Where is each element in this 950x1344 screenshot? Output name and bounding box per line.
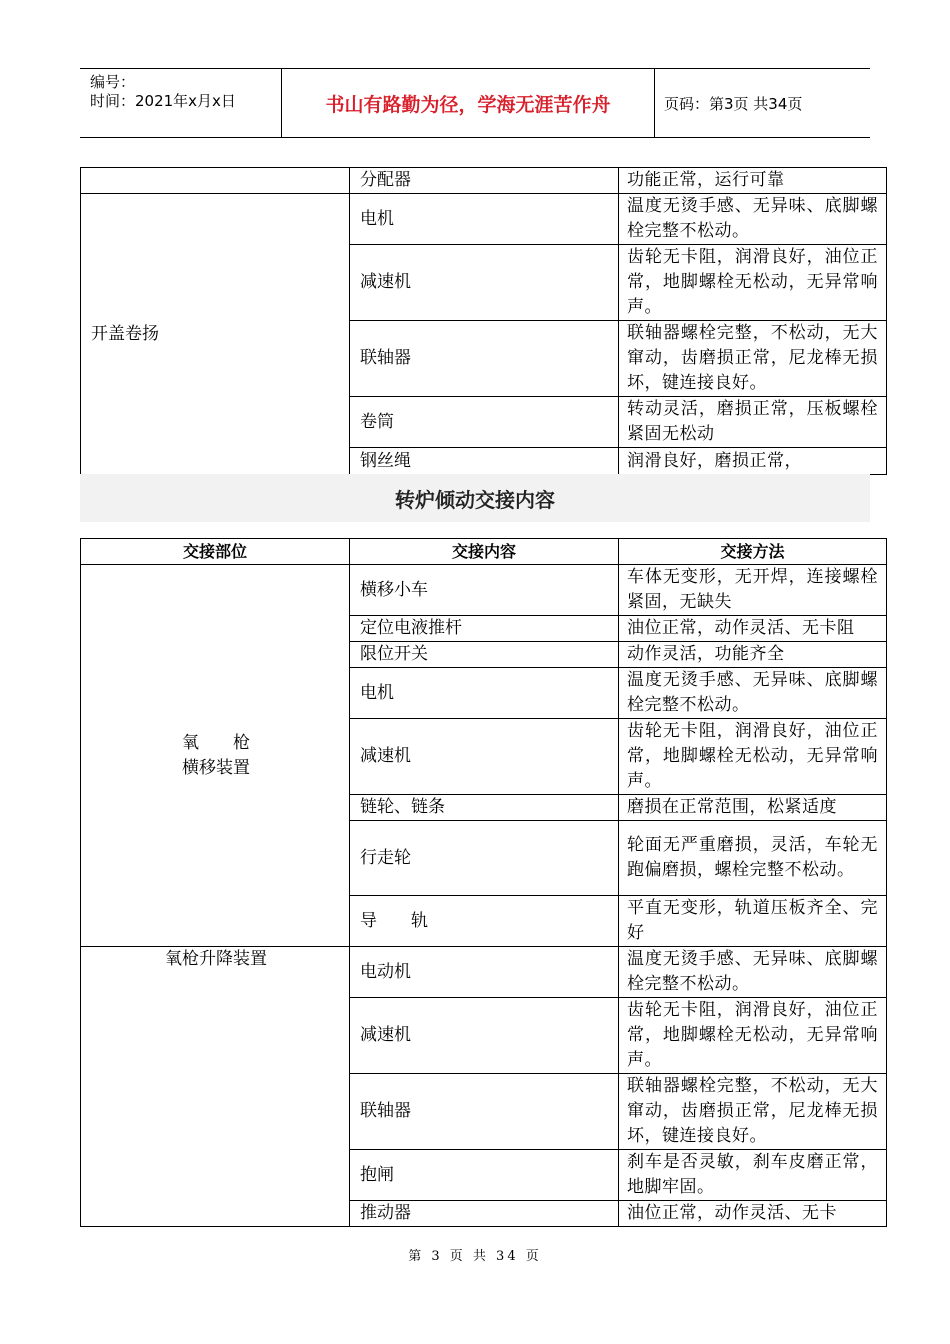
document-time: 时间：2021年x月x日 (90, 92, 236, 110)
table-cell-item: 减速机 (350, 245, 619, 321)
table-cell-item: 导 轨 (350, 896, 619, 947)
table-cell-item: 联轴器 (350, 321, 619, 397)
table-cell-method: 车体无变形，无开焊，连接螺栓紧固，无缺失 (619, 565, 887, 616)
table-cell-item: 限位开关 (350, 642, 619, 668)
table-cell-method: 磨损在正常范围，松紧适度 (619, 795, 887, 821)
header-page-number: 页码：第3页 共34页 (664, 94, 803, 113)
header-meta (80, 69, 282, 137)
part-label-line2: 横移装置 (182, 757, 250, 778)
page-footer: 第 3 页 共 34 页 (408, 1249, 542, 1264)
table-row (81, 194, 887, 245)
table-cell-item: 横移小车 (350, 565, 619, 616)
table-cell-item: 电机 (350, 668, 619, 719)
table-cell-item: 分配器 (350, 168, 619, 194)
table-cell-item: 行走轮 (350, 821, 619, 896)
table-cell-method: 油位正常，动作灵活、无卡 (619, 1201, 887, 1227)
table-cell-item: 电机 (350, 194, 619, 245)
table-cell-item: 推动器 (350, 1201, 619, 1227)
handover-table (80, 538, 887, 1227)
table-cell-method: 温度无烫手感、无异味、底脚螺栓完整不松动。 (619, 668, 887, 719)
table-row (81, 168, 887, 194)
column-header-part: 交接部位 (81, 539, 350, 565)
table-cell-item: 卷筒 (350, 397, 619, 448)
document-number: 编号： (90, 73, 136, 91)
part-label-line1: 氧 枪 (182, 732, 250, 753)
table-cell-item: 减速机 (350, 998, 619, 1074)
table-cell-method: 联轴器螺栓完整，不松动，无大窜动，齿磨损正常，尼龙棒无损坏，键连接良好。 (619, 1074, 887, 1150)
table-row (81, 565, 887, 616)
table-cell-part (81, 168, 350, 194)
page-header (80, 68, 870, 138)
table-cell-part: 开盖卷扬 (81, 194, 350, 475)
table-cell-part: 氧枪升降装置 (81, 947, 350, 1227)
table-cell-method: 油位正常，动作灵活、无卡阻 (619, 616, 887, 642)
table-cell-method: 动作灵活，功能齐全 (619, 642, 887, 668)
column-header-method: 交接方法 (619, 539, 887, 565)
table-cell-part (81, 565, 350, 947)
table-cell-method: 轮面无严重磨损，灵活，车轮无跑偏磨损，螺栓完整不松动。 (619, 821, 887, 896)
table-row (81, 947, 887, 998)
table-cell-method: 平直无变形，轨道压板齐全、完好 (619, 896, 887, 947)
table-cell-method: 刹车是否灵敏，刹车皮磨正常，地脚牢固。 (619, 1150, 887, 1201)
table-cell-item: 联轴器 (350, 1074, 619, 1150)
table-cell-method: 齿轮无卡阻，润滑良好，油位正常，地脚螺栓无松动，无异常响声。 (619, 245, 887, 321)
table-cell-method: 温度无烫手感、无异味、底脚螺栓完整不松动。 (619, 947, 887, 998)
table-cell-method: 齿轮无卡阻，润滑良好，油位正常，地脚螺栓无松动，无异常响声。 (619, 719, 887, 795)
section-title: 转炉倾动交接内容 (80, 474, 870, 522)
table-cell-method: 联轴器螺栓完整，不松动，无大窜动，齿磨损正常，尼龙棒无损坏，键连接良好。 (619, 321, 887, 397)
table-cell-method: 温度无烫手感、无异味、底脚螺栓完整不松动。 (619, 194, 887, 245)
column-header-content: 交接内容 (350, 539, 619, 565)
table-cell-method: 转动灵活，磨损正常，压板螺栓紧固无松动 (619, 397, 887, 448)
table-cell-item: 减速机 (350, 719, 619, 795)
table-cell-method: 润滑良好，磨损正常， (619, 448, 887, 475)
table-cell-item: 链轮、链条 (350, 795, 619, 821)
table-cell-method: 齿轮无卡阻，润滑良好，油位正常，地脚螺栓无松动，无异常响声。 (619, 998, 887, 1074)
table-cell-item: 钢丝绳 (350, 448, 619, 475)
table-cell-item: 电动机 (350, 947, 619, 998)
inspection-table-continued (80, 167, 887, 475)
header-motto: 书山有路勤为径，学海无涯苦作舟 (282, 69, 655, 137)
table-cell-item: 抱闸 (350, 1150, 619, 1201)
table-header-row (81, 539, 887, 565)
table-cell-item: 定位电液推杆 (350, 616, 619, 642)
table-cell-method: 功能正常，运行可靠 (619, 168, 887, 194)
